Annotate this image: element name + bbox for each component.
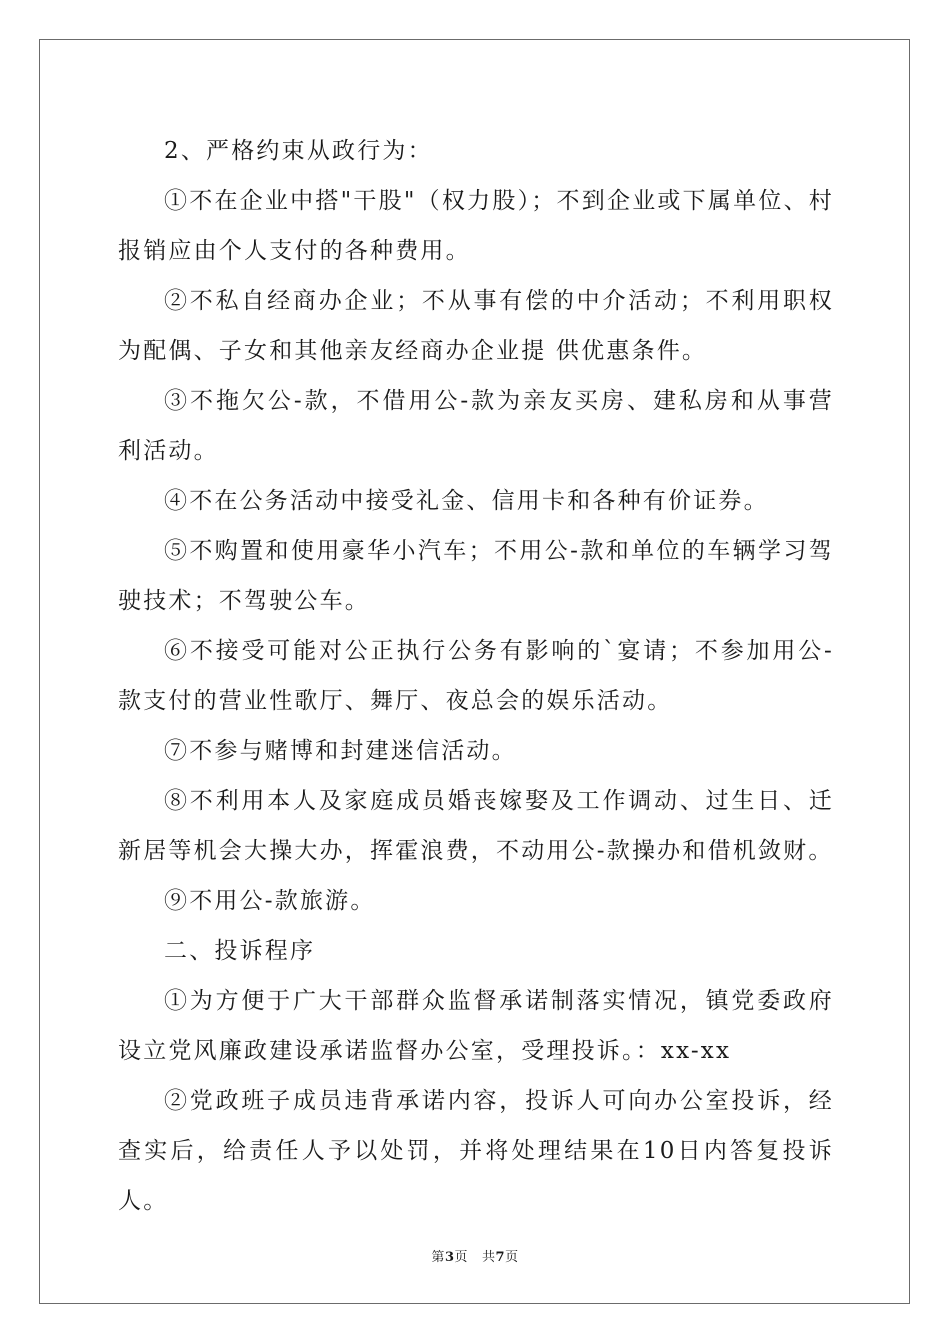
paragraph: ③不拖欠公-款，不借用公-款为亲友买房、建私房和从事营利活动。 bbox=[118, 388, 834, 464]
page-footer bbox=[0, 1246, 950, 1265]
total-label-suffix: 页 bbox=[505, 1250, 519, 1265]
document-body bbox=[118, 126, 834, 1226]
paragraph: ②不私自经商办企业；不从事有偿的中介活动；不利用职权为配偶、子女和其他亲友经商办企业提 供优惠条件。 bbox=[118, 288, 834, 364]
total-pages: 7 bbox=[495, 1250, 506, 1265]
paragraph: ④不在公务活动中接受礼金、信用卡和各种有价证券。 bbox=[164, 488, 769, 514]
paragraph: ①不在企业中搭"干股"（权力股）；不到企业或下属单位、村报销应由个人支付的各种费用。 bbox=[118, 188, 834, 264]
paragraph: ①为方便于广大干部群众监督承诺制落实情况，镇党委政府设立党风廉政建设承诺监督办公室，受理投诉。：xx-xx bbox=[118, 988, 834, 1064]
page-label-suffix: 页 bbox=[454, 1250, 468, 1265]
paragraph: 2、严格约束从政行为： bbox=[164, 138, 433, 164]
section-heading: 二、投诉程序 bbox=[164, 938, 316, 964]
paragraph: ⑦不参与赌博和封建迷信活动。 bbox=[164, 738, 517, 764]
total-label-prefix: 共 bbox=[482, 1250, 496, 1265]
paragraph: ⑤不购置和使用豪华小汽车；不用公-款和单位的车辆学习驾驶技术；不驾驶公车。 bbox=[118, 538, 834, 614]
paragraph: ⑧不利用本人及家庭成员婚丧嫁娶及工作调动、过生日、迁新居等机会大操大办，挥霍浪费，不动用公-款操办和借机敛财。 bbox=[118, 788, 834, 864]
paragraph: ⑥不接受可能对公正执行公务有影响的`宴请；不参加用公-款支付的营业性歌厅、舞厅、夜总会的娱乐活动。 bbox=[118, 638, 834, 714]
page-label-prefix: 第 bbox=[431, 1250, 445, 1265]
paragraph: ②党政班子成员违背承诺内容，投诉人可向办公室投诉，经查实后，给责任人予以处罚，并将处理结果在10日内答复投诉人。 bbox=[118, 1088, 834, 1214]
paragraph: ⑨不用公-款旅游。 bbox=[164, 888, 376, 914]
page-number: 3 bbox=[444, 1250, 455, 1265]
